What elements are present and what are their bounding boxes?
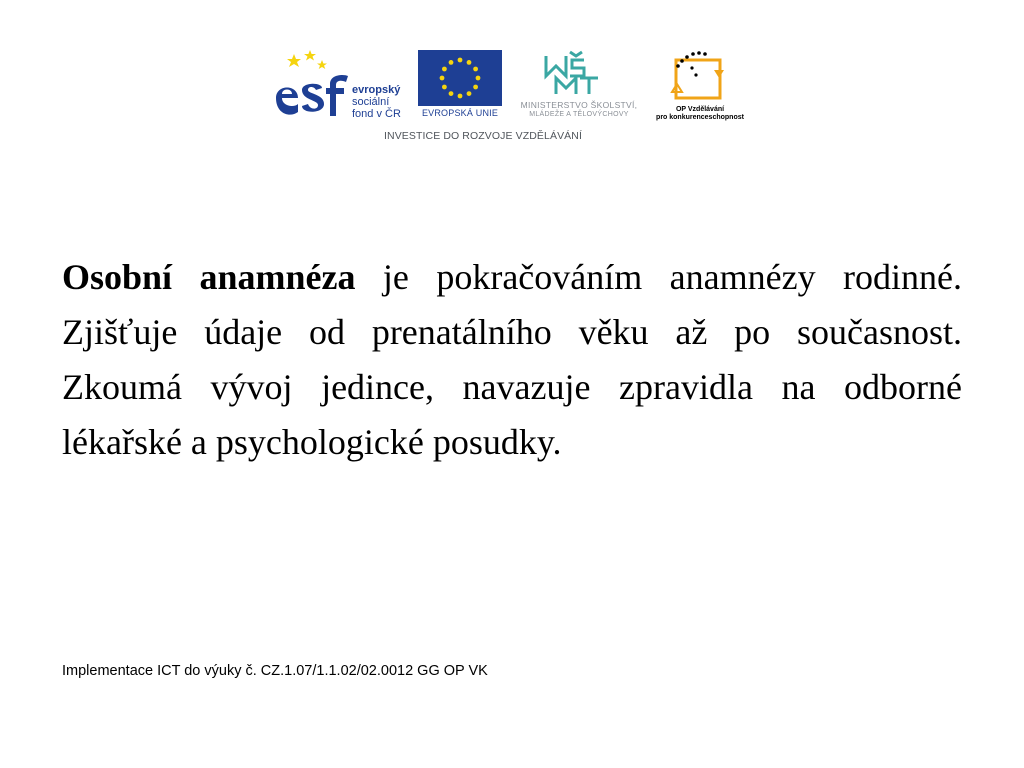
op-mark-icon bbox=[652, 48, 748, 106]
msmt-logo bbox=[508, 48, 650, 124]
op-caption-line2: pro konkurenceschopnost bbox=[656, 114, 744, 121]
esf-caption bbox=[352, 84, 401, 120]
term-osobni-anamneza: Osobní anamnéza bbox=[62, 257, 356, 297]
esf-caption-line2: sociální bbox=[352, 96, 390, 108]
esf-mark-icon bbox=[272, 48, 352, 122]
eu-flag-icon bbox=[418, 50, 502, 106]
logo-strip bbox=[272, 44, 752, 148]
op-logo bbox=[652, 48, 748, 124]
msmt-caption-line1: MINISTERSTVO ŠKOLSTVÍ, bbox=[520, 100, 638, 110]
footer-project-code: Implementace ICT do výuky č. CZ.1.07/1.1.02/02.0012 GG OP VK bbox=[62, 663, 488, 679]
investice-caption: INVESTICE DO ROZVOJE VZDĚLÁVÁNÍ bbox=[384, 130, 582, 142]
eu-logo bbox=[418, 50, 502, 122]
op-caption-line1: OP Vzdělávání bbox=[675, 106, 725, 113]
esf-logo bbox=[272, 48, 412, 122]
esf-caption-line1: evropský bbox=[352, 84, 401, 96]
paragraph-body: je pokračováním anamnézy rodinné. Zjišťuje údaje od prenatálního věku až po současnost. Zkoumá vývoj jedince, navazuje zpravidla na odborné lékařské a psychologické posudky. bbox=[62, 257, 963, 462]
msmt-caption bbox=[508, 100, 650, 120]
esf-caption-line3: fond v ČR bbox=[352, 108, 401, 120]
op-caption bbox=[652, 106, 748, 122]
msmt-caption-line2: MLÁDEŽE A TĚLOVÝCHOVY bbox=[529, 111, 629, 118]
msmt-mark-icon bbox=[508, 48, 650, 98]
main-paragraph bbox=[62, 250, 962, 470]
eu-caption: EVROPSKÁ UNIE bbox=[421, 108, 499, 118]
